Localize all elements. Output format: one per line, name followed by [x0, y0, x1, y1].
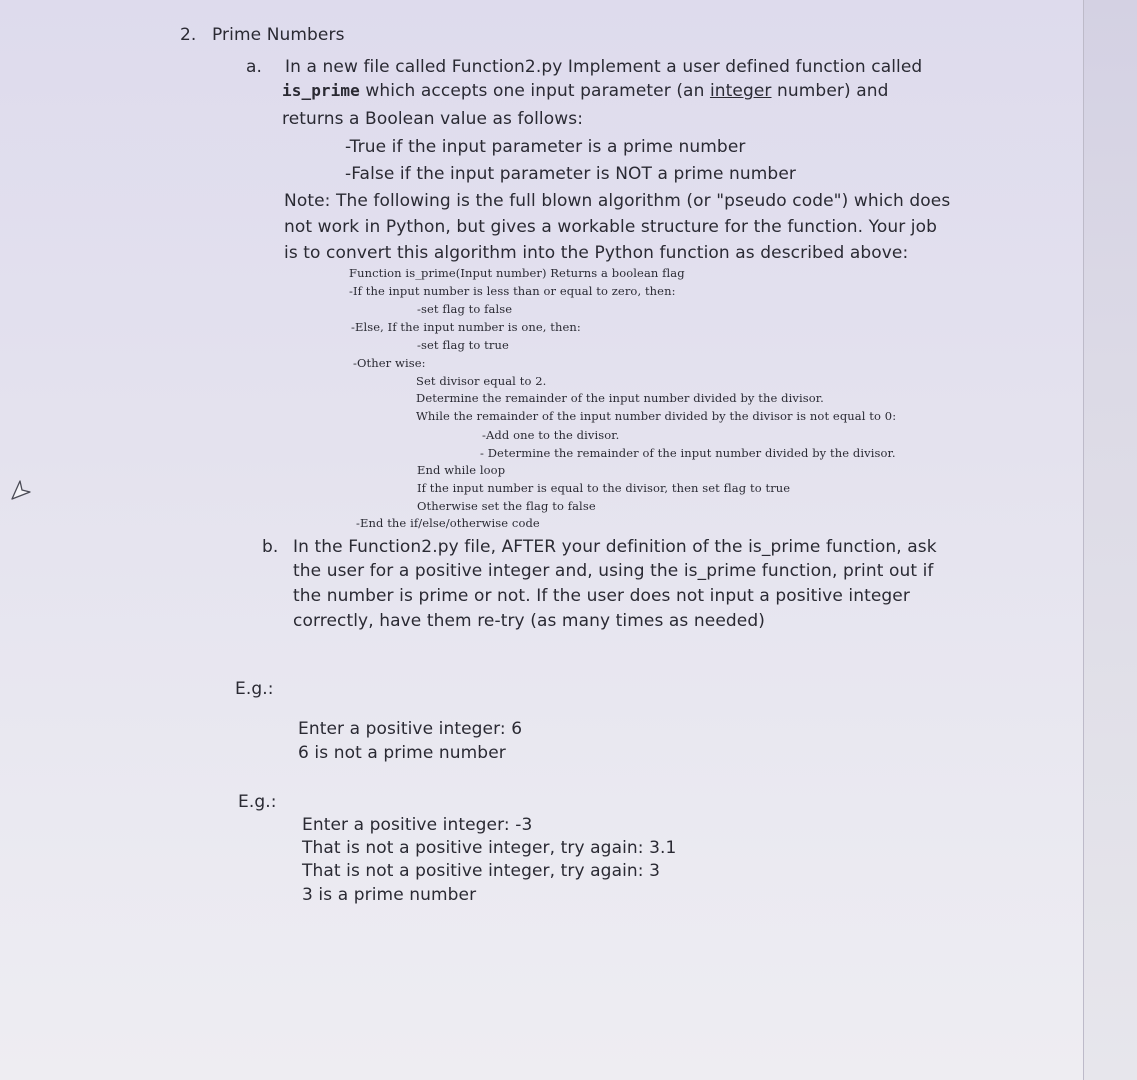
part-a-line2-mid: which accepts one input parameter (an	[359, 81, 710, 101]
mouse-pointer-icon	[8, 478, 34, 504]
false-condition: -False if the input parameter is NOT a prime number	[345, 164, 796, 184]
part-a-label: a.	[246, 57, 263, 77]
pseudocode-line: Determine the remainder of the input number divided by the divisor.	[416, 391, 824, 405]
pseudocode-line: Function is_prime(Input number) Returns a boolean flag	[349, 266, 685, 280]
pseudocode-line: While the remainder of the input number divided by the divisor is not equal to 0:	[416, 409, 897, 423]
example-label: E.g.:	[238, 792, 277, 812]
pseudocode-line: -End the if/else/otherwise code	[356, 516, 540, 530]
question-number: 2.	[180, 25, 197, 45]
pseudocode-line: -Other wise:	[353, 356, 426, 370]
underlined-integer: integer	[709, 81, 772, 101]
example-output-line: 3 is a prime number	[302, 885, 477, 905]
part-a-line3: returns a Boolean value as follows:	[282, 109, 584, 129]
example-output-line: That is not a positive integer, try again: 3	[302, 861, 661, 881]
example-output-line: Enter a positive integer: -3	[302, 815, 533, 835]
pseudocode-line: -Else, If the input number is one, then:	[351, 320, 581, 334]
part-a-line1: In a new file called Function2.py Implement a user defined function called	[285, 57, 923, 77]
example-output-line: Enter a positive integer: 6	[298, 719, 523, 739]
part-b-line: In the Function2.py file, AFTER your definition of the is_prime function, ask	[293, 537, 937, 557]
note-line2: not work in Python, but gives a workable structure for the function. Your job	[284, 217, 938, 237]
example-output-line: That is not a positive integer, try again: 3.1	[302, 838, 677, 858]
true-condition: -True if the input parameter is a prime number	[345, 137, 746, 157]
part-a-line2	[282, 81, 889, 101]
part-b-line: the number is prime or not. If the user does not input a positive integer	[293, 586, 910, 606]
part-b-line: the user for a positive integer and, using the is_prime function, print out if	[293, 561, 934, 581]
note-line1: Note: The following is the full blown algorithm (or "pseudo code") which does	[284, 191, 951, 211]
pseudocode-line: Otherwise set the flag to false	[417, 499, 596, 513]
function-name-code: is_prime	[282, 81, 360, 100]
pseudocode-line: -If the input number is less than or equal to zero, then:	[349, 284, 676, 298]
part-a-line2-end: number) and	[771, 81, 889, 101]
part-b-line: correctly, have them re-try (as many times as needed)	[293, 611, 765, 631]
pseudocode-line: If the input number is equal to the divisor, then set flag to true	[417, 481, 791, 495]
pseudocode-line: End while loop	[417, 463, 506, 477]
pseudocode-line: - Determine the remainder of the input number divided by the divisor.	[480, 446, 896, 460]
note-line3: is to convert this algorithm into the Python function as described above:	[284, 243, 909, 263]
pseudocode-line: -set flag to true	[417, 338, 509, 352]
pseudocode-line: -Add one to the divisor.	[482, 428, 620, 442]
part-b-label: b.	[262, 537, 279, 557]
example-output-line: 6 is not a prime number	[298, 743, 506, 763]
question-title: Prime Numbers	[212, 25, 345, 45]
pseudocode-line: Set divisor equal to 2.	[416, 374, 547, 388]
pseudocode-line: -set flag to false	[417, 302, 513, 316]
example-label: E.g.:	[235, 679, 274, 699]
